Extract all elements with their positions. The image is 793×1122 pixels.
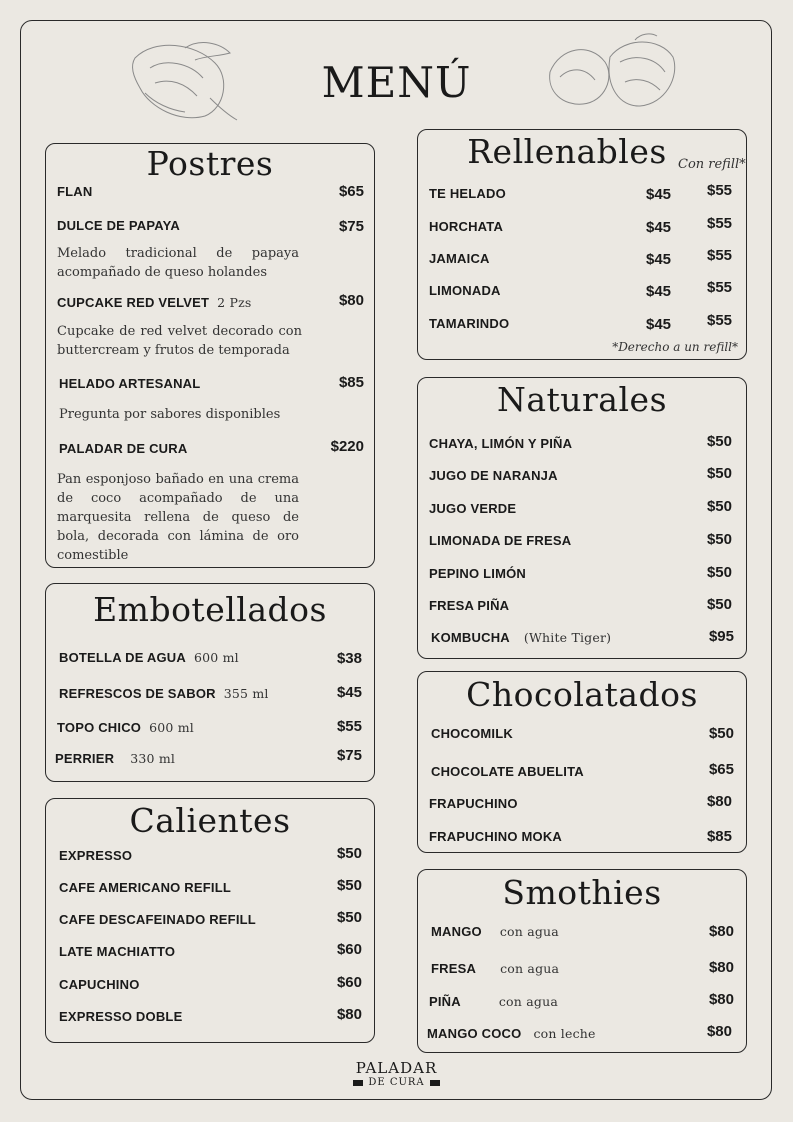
menu-item-description: Melado tradicional de papaya acompañado de queso holandes — [57, 246, 299, 280]
smothies-section — [417, 869, 747, 1053]
section-title: Smothies — [502, 873, 662, 912]
menu-item-name: BOTELLA DE AGUA 600 ml — [59, 650, 239, 665]
rellenables-section — [417, 129, 747, 360]
brand-logo — [0, 1060, 793, 1088]
menu-item-price: $80 — [336, 1006, 362, 1023]
menu-item-price: $220 — [330, 438, 364, 455]
menu-item-name: HELADO ARTESANAL — [59, 376, 201, 391]
menu-item-refill-price: $55 — [707, 182, 733, 199]
menu-item-price: $50 — [706, 564, 732, 581]
embotellados-section — [45, 583, 375, 782]
menu-item-price: $50 — [708, 725, 734, 742]
menu-item-price: $80 — [708, 959, 734, 976]
menu-item-price: $75 — [336, 747, 362, 764]
menu-item-refill-price: $55 — [707, 247, 733, 264]
menu-item-name: CHOCOMILK — [431, 726, 513, 741]
menu-item-name: PEPINO LIMÓN — [429, 566, 527, 581]
menu-item-price: $65 — [338, 183, 364, 200]
menu-item-name: JUGO DE NARANJA — [429, 468, 558, 483]
menu-item-price: $50 — [706, 433, 732, 450]
menu-item-price: $50 — [336, 877, 362, 894]
menu-item-name: JAMAICA — [429, 251, 490, 266]
menu-item-name: CUPCAKE RED VELVET 2 Pzs — [57, 295, 252, 310]
menu-item-name: KOMBUCHA (White Tiger) — [431, 630, 612, 645]
menu-item-name: FRAPUCHINO — [429, 796, 518, 811]
menu-item-name: FRESA PIÑA — [429, 598, 510, 613]
menu-item-name: PALADAR DE CURA — [59, 441, 188, 456]
menu-item-price: $85 — [706, 828, 732, 845]
bar-decoration — [430, 1080, 440, 1086]
menu-item-name: FRESA con agua — [431, 961, 560, 976]
menu-item-description: Pan esponjoso bañado en una crema de coco acompañado de una marquesita rellena de queso de bola, decorada con lámina de oro comestible — [57, 472, 299, 563]
menu-item-name: TE HELADO — [429, 186, 506, 201]
menu-item-name: CHOCOLATE ABUELITA — [431, 764, 584, 779]
naturales-section — [417, 377, 747, 659]
menu-item-name: PIÑA con agua — [429, 994, 558, 1009]
menu-item-price: $80 — [338, 292, 364, 309]
menu-item-name: MANGO COCO con leche — [427, 1026, 596, 1041]
menu-item-price: $45 — [336, 684, 362, 701]
menu-item-price: $50 — [706, 498, 732, 515]
section-title: Postres — [146, 144, 274, 183]
menu-item-price: $45 — [646, 219, 672, 236]
menu-item-name: FLAN — [57, 184, 93, 199]
menu-item-price: $50 — [336, 845, 362, 862]
menu-item-name: LIMONADA — [429, 283, 501, 298]
postres-section — [45, 143, 375, 568]
menu-item-name: FRAPUCHINO MOKA — [429, 829, 562, 844]
menu-item-description: Pregunta por sabores disponibles — [59, 407, 281, 422]
brand-subtitle: DE CURA — [0, 1077, 793, 1088]
refill-label: Con refill* — [678, 157, 746, 172]
menu-item-price: $80 — [706, 1023, 732, 1040]
calientes-section — [45, 798, 375, 1043]
menu-item-name: EXPRESSO — [59, 848, 133, 863]
brand-name: PALADAR — [355, 1059, 438, 1077]
menu-item-name: PERRIER 330 ml — [55, 751, 176, 766]
refill-footnote: *Derecho a un refill* — [612, 340, 738, 354]
menu-item-price: $95 — [708, 628, 734, 645]
section-title: Naturales — [496, 380, 668, 419]
menu-item-name: CAPUCHINO — [59, 977, 140, 992]
menu-item-name: MANGO con agua — [431, 924, 559, 939]
menu-item-description: Cupcake de red velvet decorado con buttercream y frutos de temporada — [57, 324, 302, 358]
menu-item-price: $80 — [708, 991, 734, 1008]
menu-item-name: EXPRESSO DOBLE — [59, 1009, 183, 1024]
menu-item-name: REFRESCOS DE SABOR 355 ml — [59, 686, 269, 701]
menu-item-name: CHAYA, LIMÓN Y PIÑA — [429, 436, 573, 451]
menu-item-price: $50 — [706, 596, 732, 613]
menu-item-price: $50 — [336, 909, 362, 926]
menu-item-refill-price: $55 — [707, 215, 733, 232]
section-title: Rellenables — [467, 132, 667, 171]
menu-item-price: $60 — [336, 974, 362, 991]
menu-item-price: $45 — [646, 316, 672, 333]
menu-item-name: JUGO VERDE — [429, 501, 517, 516]
menu-item-price: $45 — [646, 251, 672, 268]
menu-item-refill-price: $55 — [707, 279, 733, 296]
menu-item-price: $45 — [646, 283, 672, 300]
menu-item-price: $65 — [708, 761, 734, 778]
section-title: Calientes — [129, 801, 291, 840]
menu-item-price: $50 — [706, 465, 732, 482]
menu-item-price: $85 — [338, 374, 364, 391]
page-title: MENÚ — [321, 58, 472, 107]
section-title: Embotellados — [93, 590, 327, 629]
menu-item-name: DULCE DE PAPAYA — [57, 218, 180, 233]
menu-item-name: LIMONADA DE FRESA — [429, 533, 572, 548]
menu-item-price: $60 — [336, 941, 362, 958]
menu-item-name: CAFE AMERICANO REFILL — [59, 880, 231, 895]
menu-item-price: $38 — [336, 650, 362, 667]
menu-item-price: $50 — [706, 531, 732, 548]
menu-item-refill-price: $55 — [707, 312, 733, 329]
menu-item-name: TOPO CHICO 600 ml — [57, 720, 194, 735]
menu-item-name: CAFE DESCAFEINADO REFILL — [59, 912, 256, 927]
menu-item-price: $45 — [646, 186, 672, 203]
section-title: Chocolatados — [466, 675, 698, 714]
menu-item-price: $80 — [708, 923, 734, 940]
menu-item-price: $55 — [336, 718, 362, 735]
menu-item-price: $75 — [338, 218, 364, 235]
bar-decoration — [353, 1080, 363, 1086]
menu-item-price: $80 — [706, 793, 732, 810]
menu-item-name: LATE MACHIATTO — [59, 944, 176, 959]
chocolatados-section — [417, 671, 747, 853]
menu-item-name: TAMARINDO — [429, 316, 510, 331]
menu-item-name: HORCHATA — [429, 219, 504, 234]
